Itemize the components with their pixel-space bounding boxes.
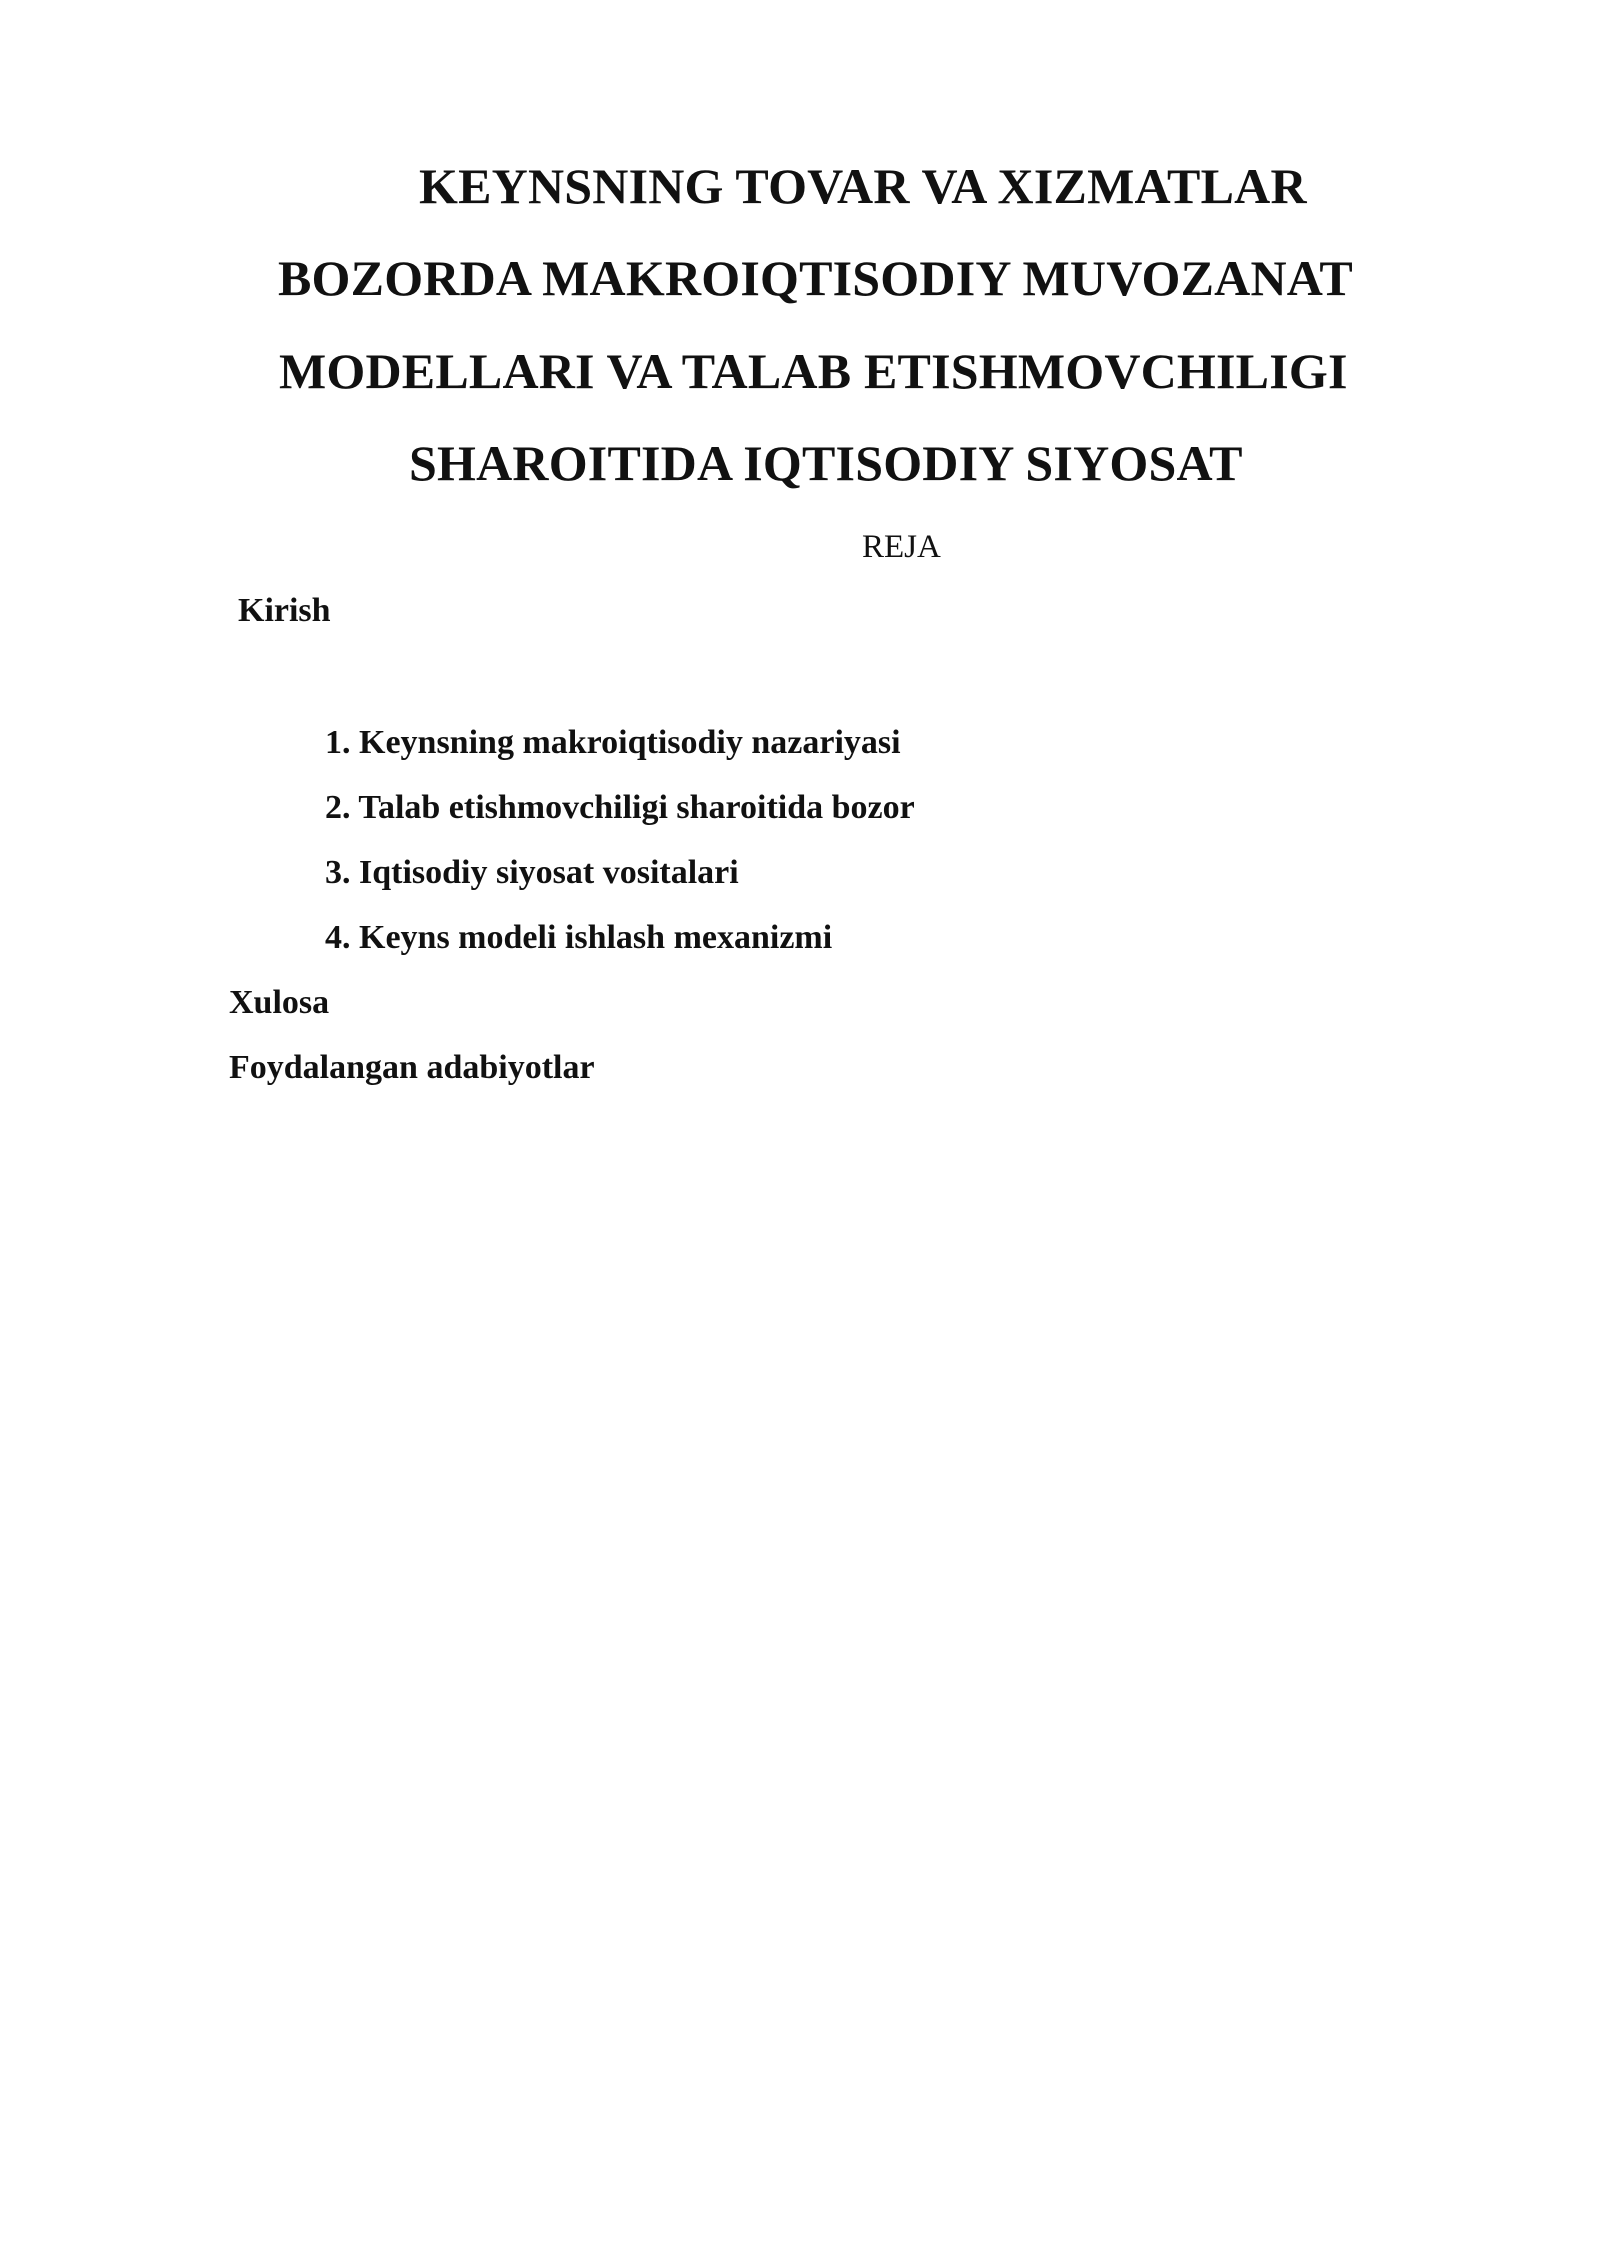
title-line-2: BOZORDA MAKROIQTISODIY MUVOZANAT xyxy=(278,250,1353,306)
plan-item-1: 1. Keynsning makroiqtisodiy nazariyasi xyxy=(325,724,901,761)
plan-item-2: 2. Talab etishmovchiligi sharoitida bozor xyxy=(325,789,915,826)
title-line-3: MODELLARI VA TALAB ETISHMOVCHILIGI xyxy=(279,343,1348,399)
plan-intro: Kirish xyxy=(238,592,331,629)
plan-item-4: 4. Keyns modeli ishlash mexanizmi xyxy=(325,919,833,956)
plan-conclusion: Xulosa xyxy=(229,984,330,1021)
plan-item-3: 3. Iqtisodiy siyosat vositalari xyxy=(325,854,739,891)
plan-heading: REJA xyxy=(862,529,941,565)
title-line-4: SHAROITIDA IQTISODIY SIYOSAT xyxy=(409,435,1243,491)
plan-references: Foydalangan adabiyotlar xyxy=(229,1049,595,1086)
title-line-1: KEYNSNING TOVAR VA XIZMATLAR xyxy=(419,158,1307,214)
